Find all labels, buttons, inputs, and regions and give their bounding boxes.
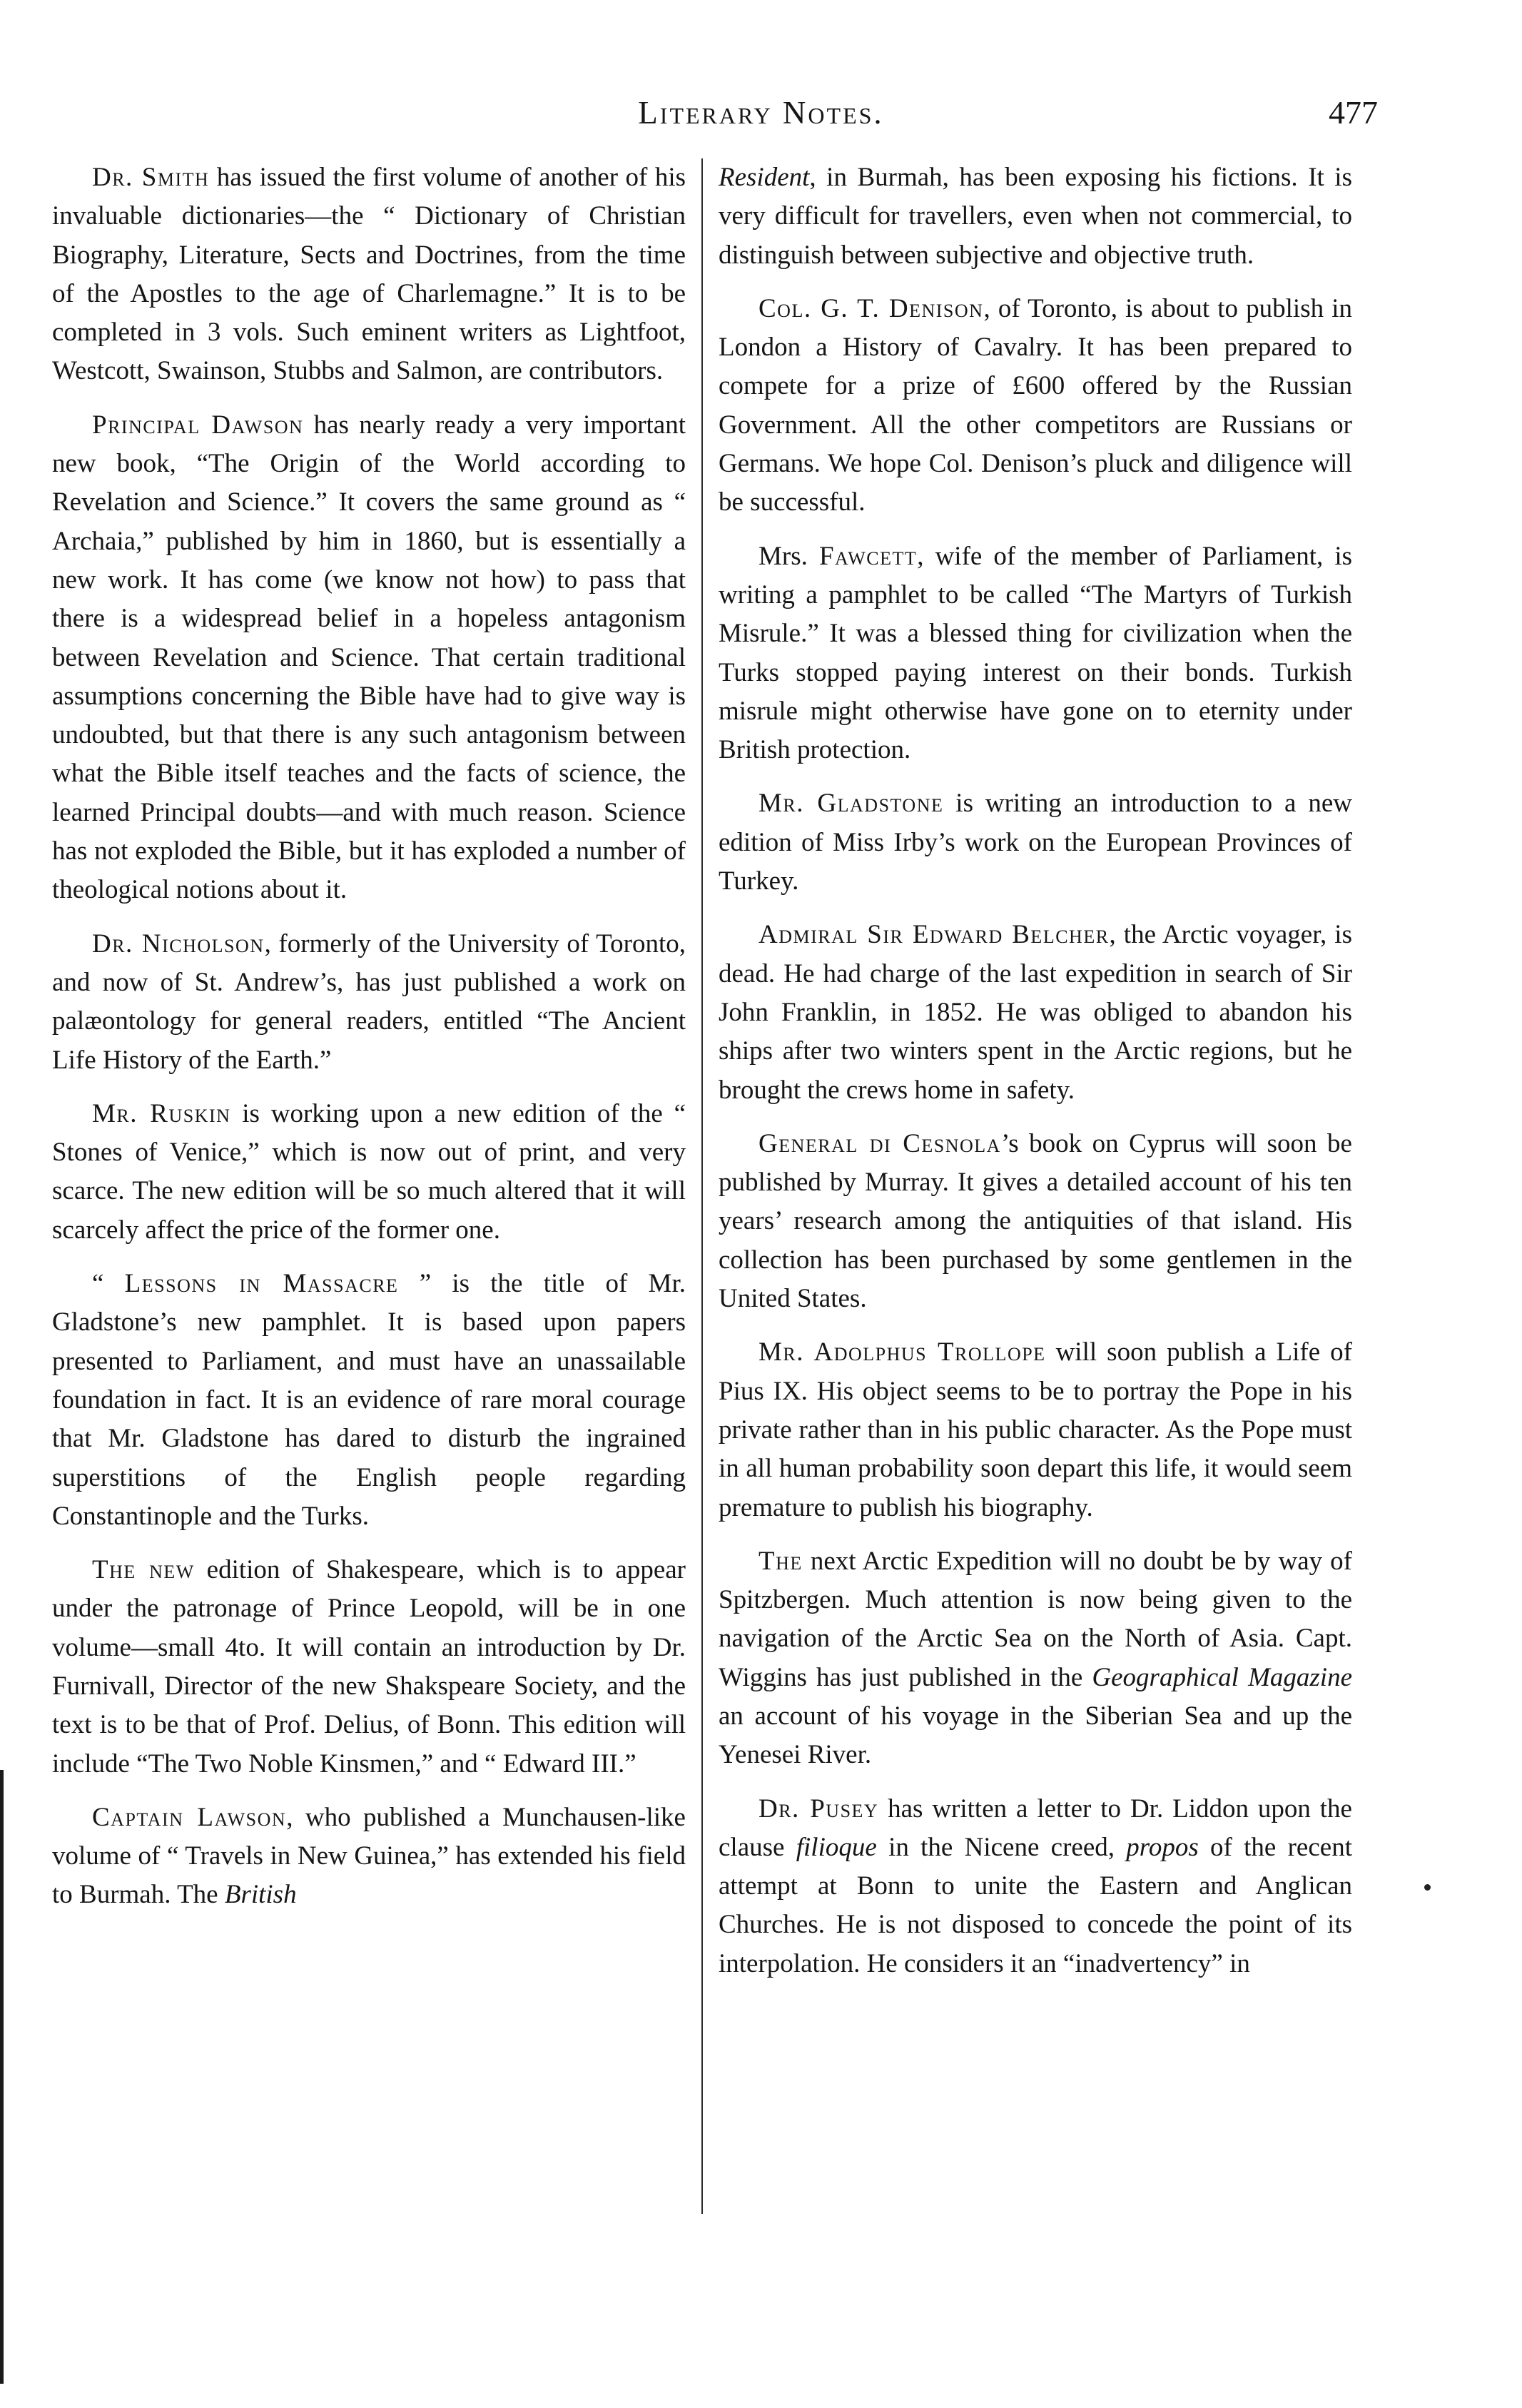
note-body: , in Burmah, has been exposing his fictions. It is very difficult for travellers, even when not commercial, to distinguish between subjective and objective truth. (719, 163, 1352, 270)
note-arctic-expedition (719, 1542, 1352, 1775)
column-divider (701, 158, 703, 2214)
note-body: edition of Shakespeare, which is to appear under the patronage of Prince Leopold, will be in one volume—small 4to. It will contain an introduction by Dr. Furnivall, Director of the new Shakspeare Society, and the text is to be that of Prof. Delius, of Bonn. This edition will include “The Two Noble Kinsmen,” and “ Edward III.” (52, 1555, 686, 1779)
note-body: , formerly of the University of Toronto, and now of St. Andrew’s, has just published a work on palæontology for general readers, entitled “The Ancient Life History of the Earth.” (52, 929, 686, 1075)
note-body: in the Nicene creed, (876, 1832, 1127, 1862)
note-lead: Fawcett (818, 541, 918, 571)
note-principal-dawson (52, 406, 686, 910)
note-lead: The new (92, 1555, 195, 1585)
note-italic: Geographical Magazine (1092, 1662, 1352, 1692)
note-body: has written a letter to Dr. Liddon upon the clause (719, 1794, 1352, 1862)
note-adolphus-trollope (719, 1333, 1352, 1527)
note-body: has nearly ready a very important new book, “The Origin of the World according to Revelation and Science.” It covers the same ground as “ Archaia,” published by him in 1860, but is essentially a new work. It has come (we know not how) to pass that there is a widespread belief in a hopeless antagonism between Revelation and Science. That certain traditional assumptions concerning the Bible have had to give way is undoubted, but that there is any such antagonism between what the Bible itself teaches and the facts of science, the learned Principal doubts—and with much reason. Science has not exploded the Bible, but it has exploded a number of theological notions about it. (52, 410, 686, 905)
note-lead: Dr. Nicholson (92, 929, 265, 958)
note-lead: Dr. Pusey (759, 1794, 879, 1823)
note-body: , wife of the member of Parliament, is writing a pamphlet to be called “The Martyrs of Turkish Misrule.” It was a blessed thing for civilization when the Turks stopped paying interest on their bonds. Turkish misrule might otherwise have gone on to eternity under British protection. (719, 541, 1352, 765)
note-col-denison (719, 290, 1352, 522)
note-mrs-fawcett (719, 537, 1352, 770)
note-lessons-in-massacre (52, 1265, 686, 1536)
note-body: an account of his voyage in the Siberian Sea and up the Yenesei River. (719, 1701, 1352, 1770)
note-lead: Lessons in Massacre (124, 1269, 399, 1299)
note-mr-gladstone (719, 784, 1352, 901)
stray-ink-dot (1424, 1884, 1431, 1891)
note-body: next Arctic Expedition will no doubt be by way of Spitzbergen. Much attention is now being given to the navigation of the Arctic Sea on the North of Asia. Capt. Wiggins has just published in the (719, 1546, 1352, 1692)
note-open-quote: “ (92, 1269, 125, 1299)
note-general-di-cesnola (719, 1125, 1352, 1318)
note-dr-pusey (719, 1790, 1352, 1983)
note-lead: The (759, 1546, 803, 1576)
page-edge-mark (0, 1770, 4, 2384)
note-shakespeare-edition (52, 1551, 686, 1784)
note-lead: General di Cesnola (759, 1128, 1001, 1158)
note-italic: British (224, 1880, 297, 1910)
note-body: is writing an introduction to a new edition of Miss Irby’s work on the European Provinces of Turkey. (719, 789, 1352, 896)
note-captain-lawson (52, 1799, 686, 1915)
right-column (719, 158, 1352, 1998)
left-column (52, 158, 686, 1930)
note-lead: Mr. Gladstone (759, 789, 944, 819)
note-lead: Col. G. T. Denison (759, 293, 984, 323)
page-number: 477 (1329, 94, 1378, 131)
note-body: will soon publish a Life of Pius IX. His object seems to be to portray the Pope in his private rather than in his public character. As the Pope must in all human probability soon depart this life, it would seem premature to publish his biography. (719, 1337, 1352, 1522)
note-body: , the Arctic voyager, is dead. He had charge of the last expedition in search of Sir John Franklin, in 1852. He was obliged to abandon his ships after two winters spent in the Arctic regions, but he brought the crews home in safety. (719, 920, 1352, 1105)
note-body: ” is the title of Mr. Gladstone’s new pamphlet. It is based upon papers presented to Parliament, and must have an unassailable foundation in fact. It is an evidence of rare moral courage that Mr. Gladstone has dared to disturb the ingrained superstitions of the English people regarding Constantinople and the Turks. (52, 1269, 686, 1531)
note-lead: Mr. Adolphus Trollope (759, 1337, 1046, 1367)
note-italic: propos (1126, 1832, 1199, 1862)
note-body: is working upon a new edition of the “ Stones of Venice,” which is now out of print, and very scarce. The new edition will be so much altered that it will scarcely affect the price of the former one. (52, 1098, 686, 1245)
running-header (0, 84, 1522, 141)
note-dr-smith (52, 158, 686, 391)
note-italic: filioque (796, 1832, 877, 1862)
note-mr-ruskin (52, 1095, 686, 1250)
running-title: Literary Notes. (638, 95, 884, 131)
note-lead: Principal Dawson (92, 410, 304, 440)
note-lead: Captain Lawson (92, 1802, 287, 1832)
note-dr-nicholson (52, 925, 686, 1080)
note-admiral-belcher (719, 916, 1352, 1109)
note-lead: Mr. Ruskin (92, 1098, 231, 1128)
note-lead-plain: Mrs. (759, 541, 819, 571)
note-body: ’s book on Cyprus will soon be published by Murray. It gives a detailed account of his ten years’ research among the antiquities of that island. His collection has been purchased by some gentlemen in the United States. (719, 1128, 1352, 1314)
note-british-resident-continued (719, 158, 1352, 275)
note-body: , who published a Munchausen-like volume of “ Travels in New Guinea,” has extended his field to Burmah. The (52, 1802, 686, 1910)
note-lead: Admiral Sir Edward Belcher (759, 920, 1110, 950)
note-body: has issued the first volume of another of his invaluable dictionaries—the “ Dictionary of Christian Biography, Literature, Sects and Doctrines, from the time of the Apostles to the age of Charlemagne.” It is to be completed in 3 vols. Such eminent writers as Lightfoot, Westcott, Swainson, Stubbs and Salmon, are contributors. (52, 163, 686, 386)
note-body: , of Toronto, is about to publish in London a History of Cavalry. It has been prepared to compete for a prize of £600 offered by the Russian Government. All the other competitors are Russians or Germans. We hope Col. Denison’s pluck and diligence will be successful. (719, 293, 1353, 517)
note-lead: Dr. Smith (92, 163, 210, 192)
note-italic: Resident (719, 163, 810, 192)
note-body: of the recent attempt at Bonn to unite the Eastern and Anglican Churches. He is not disposed to concede the point of its interpolation. He considers it an “inadvertency” in (719, 1832, 1352, 1978)
